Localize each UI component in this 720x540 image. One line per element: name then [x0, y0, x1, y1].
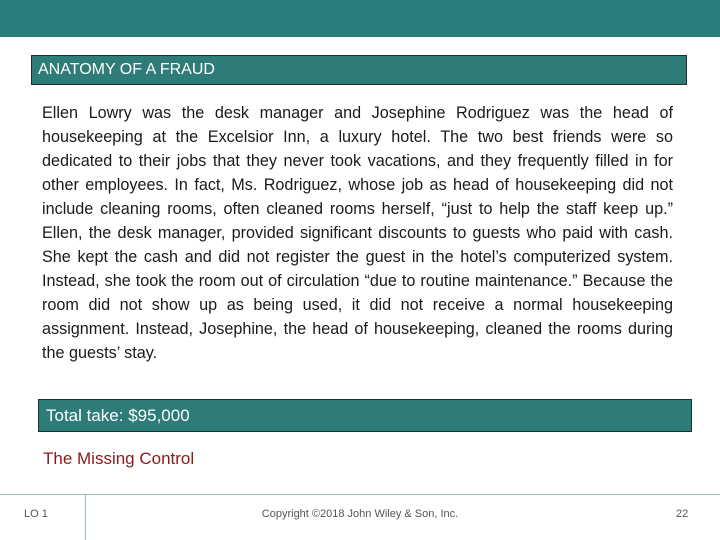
missing-control-heading: The Missing Control — [43, 449, 195, 468]
fraud-narrative: Ellen Lowry was the desk manager and Josephine Rodriguez was the head of housekeeping at the Excelsior Inn, a luxury hotel. The two best friends were so dedicated to their jobs that they never took vacations, and they frequently filled in for other employees. In fact, Ms. Rodriguez, whose job as head of housekeeping did not include cleaning rooms, often cleaned rooms herself, “just to help the staff keep up.” Ellen, the desk manager, provided significant discounts to guests who paid with cash. She kept the cash and did not register the guest in the hotel’s computerized system. Instead, she took the room out of circulation “due to routine maintenance.” Because the room did not show up as being used, it did not receive a normal housekeeping assignment. Instead, Josephine, the head of housekeeping, cleaned the rooms during the guests’ stay. — [42, 104, 673, 362]
footer-divider-line — [0, 494, 720, 495]
copyright-notice: Copyright ©2018 John Wiley & Son, Inc. — [261, 508, 459, 520]
total-take-banner: Total take: $95,000 — [38, 399, 692, 432]
page-number: 22 — [676, 508, 689, 520]
top-accent-band — [0, 0, 720, 37]
slide-title: ANATOMY OF A FRAUD — [31, 55, 687, 85]
learning-objective-label: LO 1 — [24, 508, 48, 520]
